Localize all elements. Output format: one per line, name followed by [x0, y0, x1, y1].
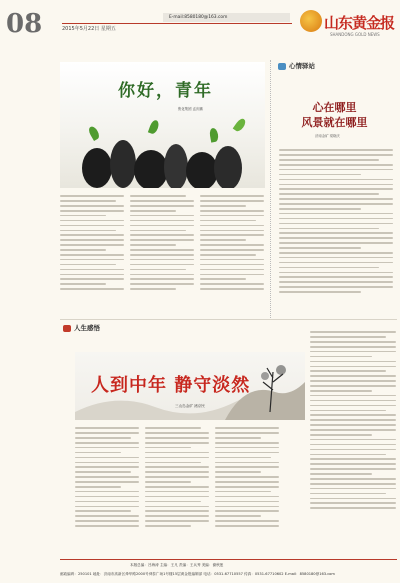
text-line: [60, 234, 124, 236]
text-column: [215, 424, 279, 530]
text-line: [310, 380, 396, 382]
section-tag-label: 人生感悟: [74, 324, 100, 332]
header-email: E-mail:8580180@163.com: [163, 13, 290, 22]
text-line: [310, 336, 386, 338]
text-line: [75, 452, 121, 454]
text-line: [130, 259, 194, 261]
text-line: [310, 400, 396, 402]
text-line: [215, 452, 279, 454]
text-line: [60, 210, 124, 212]
text-line: [215, 501, 279, 503]
text-line: [200, 278, 246, 280]
text-line: [145, 491, 209, 493]
silhouette-shape: [214, 146, 242, 188]
text-line: [60, 205, 124, 207]
text-column: [310, 328, 396, 512]
text-line: [310, 483, 396, 485]
text-line: [75, 466, 139, 468]
text-line: [215, 471, 261, 473]
text-line: [200, 215, 264, 217]
text-line: [145, 437, 209, 439]
text-line: [310, 454, 386, 456]
text-line: [279, 193, 379, 195]
text-line: [310, 375, 396, 377]
text-line: [310, 463, 396, 465]
text-line: [60, 278, 124, 280]
text-line: [145, 442, 209, 444]
text-line: [130, 210, 176, 212]
article-title-scenery: [271, 100, 398, 130]
text-line: [310, 473, 372, 475]
text-line: [310, 341, 396, 343]
text-line: [279, 291, 361, 293]
text-line: [200, 225, 264, 227]
text-line: [75, 427, 139, 429]
text-line: [279, 223, 393, 225]
text-line: [75, 486, 121, 488]
text-line: [145, 496, 209, 498]
text-line: [75, 462, 139, 464]
text-line: [279, 184, 393, 186]
text-line: [200, 259, 264, 261]
text-line: [130, 200, 194, 202]
text-line: [60, 249, 106, 251]
text-line: [279, 198, 393, 200]
text-line: [310, 331, 396, 333]
text-line: [200, 283, 264, 285]
text-line: [60, 200, 116, 202]
text-line: [75, 437, 131, 439]
text-line: [130, 205, 194, 207]
text-line: [215, 447, 279, 449]
article-byline-youth: 焦化集团 孟庆鹏: [178, 107, 203, 111]
logo-subtitle: SHANDONG GOLD NEWS: [330, 32, 380, 37]
text-line: [310, 439, 396, 441]
text-line: [60, 269, 124, 271]
text-line: [130, 244, 176, 246]
title-line-1: 心在哪里: [312, 101, 357, 114]
text-line: [130, 283, 194, 285]
text-line: [310, 346, 396, 348]
article-title-midlife: 人到中年 静守淡然: [91, 375, 251, 396]
text-line: [75, 447, 139, 449]
text-line: [130, 269, 186, 271]
text-line: [200, 230, 264, 232]
text-line: [215, 457, 271, 459]
text-line: [130, 264, 194, 266]
text-line: [60, 239, 124, 241]
youth-article-body: [60, 192, 265, 312]
text-line: [145, 486, 209, 488]
text-line: [279, 203, 393, 205]
text-line: [200, 244, 264, 246]
text-line: [75, 476, 139, 478]
scenery-article-body: [279, 146, 393, 296]
text-column: [130, 192, 194, 293]
text-line: [310, 385, 396, 387]
text-line: [145, 481, 191, 483]
section-tag-icon: [278, 63, 286, 70]
text-line: [279, 228, 379, 230]
text-line: [215, 510, 279, 512]
text-line: [145, 462, 201, 464]
silhouette-shape: [134, 150, 168, 188]
text-line: [310, 468, 396, 470]
silhouette-shape: [164, 144, 188, 188]
text-line: [310, 366, 396, 368]
text-line: [310, 395, 396, 397]
text-line: [279, 286, 393, 288]
text-line: [215, 437, 261, 439]
text-line: [75, 481, 139, 483]
masthead: [0, 0, 400, 52]
leaf-icon: [233, 117, 248, 133]
sun-logo-icon: [300, 10, 322, 32]
text-line: [60, 220, 124, 222]
text-line: [310, 493, 386, 495]
text-line: [60, 283, 106, 285]
text-line: [215, 520, 279, 522]
text-line: [200, 254, 256, 256]
text-line: [279, 232, 393, 234]
footer-contact: 邮政编码：250101 地址：济南市高新区舜华路2000号舜泰广场1号楼15层黄金报编辑部 电话：0531-67710557 传真：0531-67710602 E-mail：8580180@163.com: [60, 572, 335, 576]
text-line: [60, 274, 124, 276]
text-line: [279, 149, 393, 151]
leaf-icon: [209, 127, 219, 142]
text-line: [310, 458, 396, 460]
text-column: [75, 424, 139, 530]
text-line: [215, 506, 279, 508]
youth-illustration: [60, 62, 265, 188]
text-line: [279, 169, 393, 171]
text-line: [60, 254, 124, 256]
text-line: [60, 225, 124, 227]
article-title-youth: 你好，青年: [118, 81, 213, 101]
silhouette-shape: [110, 140, 136, 188]
text-line: [200, 249, 264, 251]
text-line: [130, 288, 176, 290]
section-tag-life: [60, 322, 100, 335]
text-line: [75, 457, 139, 459]
text-line: [200, 205, 246, 207]
leaf-icon: [87, 125, 101, 141]
text-line: [279, 174, 361, 176]
text-line: [145, 471, 209, 473]
text-line: [75, 525, 139, 527]
text-line: [215, 476, 279, 478]
text-line: [279, 218, 393, 220]
text-line: [310, 351, 396, 353]
right-column-article: [270, 60, 398, 320]
text-line: [130, 249, 194, 251]
text-line: [279, 208, 361, 210]
text-line: [279, 188, 393, 190]
text-line: [145, 432, 209, 434]
text-line: [130, 225, 194, 227]
text-line: [279, 276, 393, 278]
logo-text: 山东黄金报: [324, 14, 395, 32]
article-byline-midlife: 三山岛金矿 褚京民: [175, 404, 205, 408]
text-line: [130, 239, 194, 241]
text-line: [200, 274, 264, 276]
text-line: [215, 466, 279, 468]
text-line: [60, 259, 124, 261]
text-line: [145, 457, 209, 459]
text-line: [310, 361, 396, 363]
text-line: [279, 237, 393, 239]
text-line: [145, 501, 201, 503]
text-line: [75, 491, 139, 493]
text-line: [310, 478, 396, 480]
text-line: [215, 486, 279, 488]
text-line: [279, 213, 393, 215]
text-line: [60, 195, 124, 197]
text-line: [145, 525, 191, 527]
text-line: [145, 466, 209, 468]
text-line: [279, 242, 393, 244]
page-number: 08: [6, 9, 43, 39]
text-line: [215, 515, 261, 517]
text-line: [279, 247, 361, 249]
text-line: [310, 410, 386, 412]
text-line: [200, 195, 264, 197]
text-line: [279, 154, 393, 156]
newspaper-logo: [300, 6, 396, 44]
header-rule: [62, 23, 292, 24]
text-line: [279, 252, 393, 254]
text-line: [130, 254, 194, 256]
silhouette-shape: [82, 148, 112, 188]
text-line: [60, 244, 124, 246]
text-line: [310, 419, 396, 421]
text-line: [75, 496, 139, 498]
text-line: [279, 159, 379, 161]
text-line: [75, 432, 139, 434]
text-line: [215, 525, 279, 527]
text-line: [145, 447, 191, 449]
text-column: [200, 192, 264, 293]
text-line: [215, 496, 279, 498]
text-line: [60, 215, 106, 217]
header-date: 2015年5月22日 星期五: [62, 26, 116, 32]
text-line: [200, 264, 264, 266]
text-line: [215, 442, 279, 444]
text-line: [200, 288, 264, 290]
text-line: [310, 444, 396, 446]
text-line: [130, 234, 194, 236]
text-line: [130, 220, 194, 222]
text-line: [279, 164, 393, 166]
text-line: [279, 281, 393, 283]
text-line: [310, 405, 396, 407]
text-line: [130, 274, 194, 276]
text-line: [310, 370, 386, 372]
text-column: [145, 424, 209, 530]
text-column: [60, 192, 124, 293]
text-line: [310, 429, 396, 431]
text-line: [279, 267, 379, 269]
text-line: [279, 272, 393, 274]
text-line: [75, 442, 139, 444]
text-line: [145, 510, 209, 512]
text-line: [130, 278, 194, 280]
text-line: [310, 449, 396, 451]
midlife-banner: [75, 352, 305, 420]
text-line: [145, 520, 209, 522]
text-line: [310, 390, 372, 392]
text-line: [310, 488, 396, 490]
text-line: [215, 432, 279, 434]
text-line: [60, 264, 116, 266]
text-line: [145, 515, 209, 517]
article-byline-scenery: 济南金矿 梁晓庆: [315, 134, 340, 138]
text-line: [75, 515, 139, 517]
section-tag-label: 心情驿站: [289, 62, 315, 70]
text-line: [215, 481, 279, 483]
section-tag-mood: [275, 60, 315, 73]
leaf-icon: [148, 119, 160, 135]
section-divider: [60, 319, 397, 320]
text-line: [310, 498, 396, 500]
text-line: [200, 210, 264, 212]
text-line: [279, 179, 393, 181]
text-line: [200, 234, 264, 236]
text-line: [279, 262, 393, 264]
text-line: [75, 506, 139, 508]
footer-editors: 本版总编：吕海涛 主编：王凡 责编：王兵秀 美编：谢秋莲: [130, 563, 224, 567]
text-line: [145, 476, 209, 478]
text-line: [75, 471, 131, 473]
text-line: [60, 230, 116, 232]
text-line: [130, 230, 186, 232]
text-line: [310, 414, 396, 416]
text-line: [200, 200, 264, 202]
text-line: [310, 356, 372, 358]
text-line: [200, 220, 256, 222]
text-line: [75, 510, 131, 512]
text-line: [215, 491, 271, 493]
text-line: [130, 195, 186, 197]
text-line: [310, 424, 396, 426]
text-line: [75, 520, 139, 522]
text-line: [75, 501, 139, 503]
text-line: [200, 239, 246, 241]
text-line: [60, 288, 124, 290]
text-line: [310, 434, 372, 436]
text-line: [310, 507, 396, 509]
section-tag-icon: [63, 325, 71, 332]
text-line: [200, 269, 264, 271]
text-line: [215, 427, 279, 429]
text-line: [145, 506, 209, 508]
text-line: [310, 502, 396, 504]
title-line-2: 风景就在哪里: [301, 116, 368, 129]
page-footer: [60, 559, 397, 582]
text-line: [145, 427, 201, 429]
text-line: [279, 257, 393, 259]
text-line: [145, 452, 209, 454]
text-line: [215, 462, 279, 464]
text-line: [130, 215, 194, 217]
